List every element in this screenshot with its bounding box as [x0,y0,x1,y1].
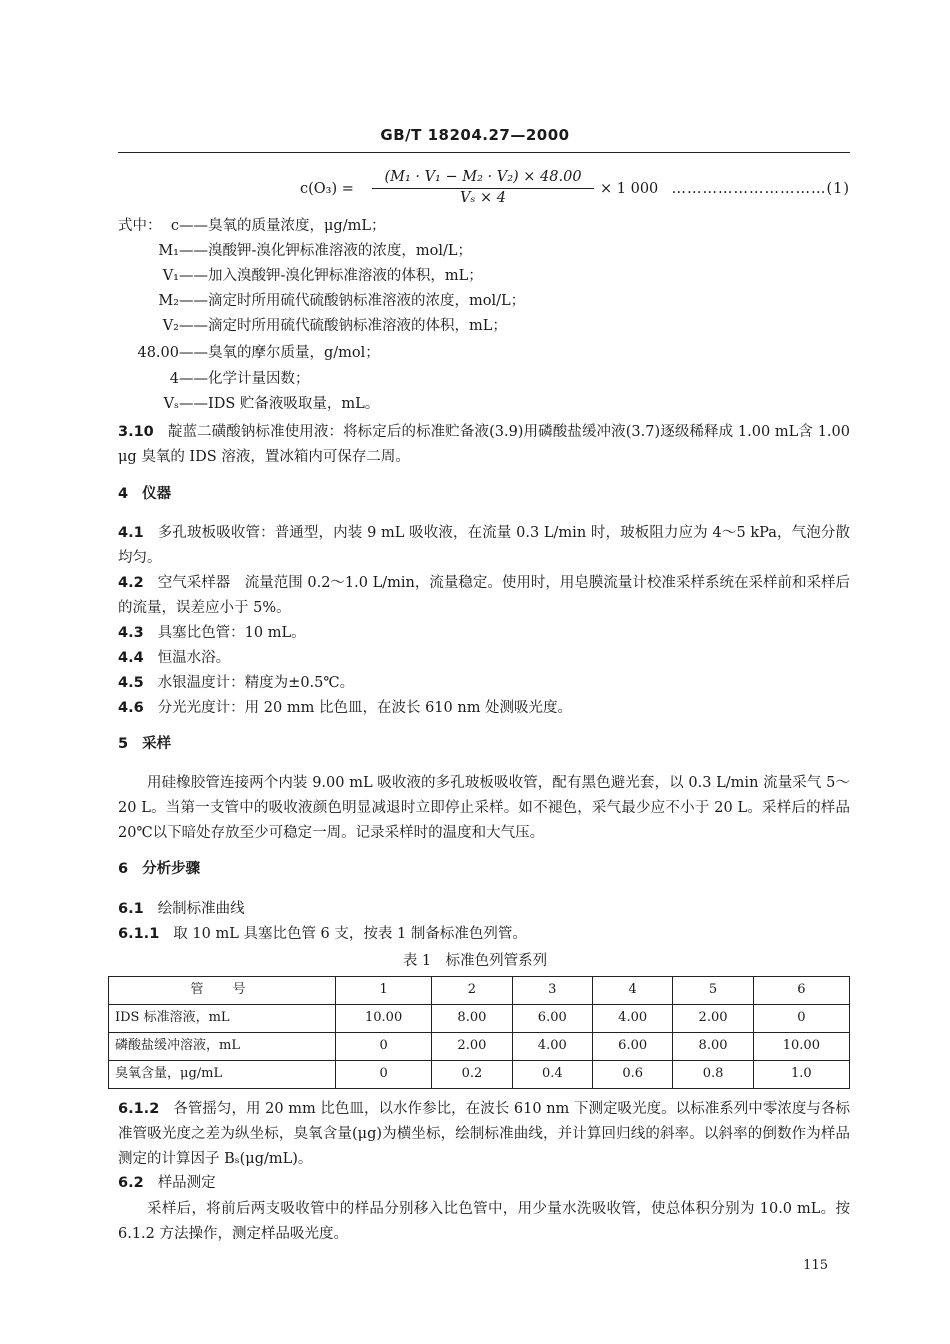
formula-multiplier: × 1 000 [600,181,659,197]
section-3-10: 3.10 靛蓝二磺酸钠标准使用液：将标定后的标准贮备液(3.9)用磷酸盐缓冲液(3.7)逐级稀释成 1.00 mL含 1.00 μg 臭氧的 IDS 溶液，置冰箱内可保存二周。 [118,424,850,465]
table-cell: 1.0 [753,1061,849,1089]
section-6-2: 6.2 样品测定 [118,1175,216,1191]
table-cell: 6.00 [592,1033,672,1061]
table-row [109,1033,850,1061]
formula-numerator: (M₁ · V₁ − M₂ · V₂) × 48.00 [372,168,594,189]
formula-equation-number: …………………………(1) [671,181,850,197]
variable-v1: V₁——加入溴酸钾-溴化钾标准溶液的体积，mL； [162,268,483,284]
section-5-heading: 5 采样 [118,736,172,752]
formula-denominator: Vₛ × 4 [460,189,506,206]
section-4-4: 4.4 恒温水浴。 [118,650,231,666]
section-4-2: 4.2 空气采样器 流量范围 0.2～1.0 L/min，流量稳定。使用时，用皂膜流量计校准采样系统在采样前和采样后的流量，误差应小于 5%。 [118,575,850,616]
table-cell: 0.6 [592,1061,672,1089]
table-cell: 0 [753,1005,849,1033]
section-5-text: 用硅橡胶管连接两个内装 9.00 mL 吸收液的多孔玻板吸收管，配有黑色避光套，以 0.3 L/min 流量采气 5～20 L。当第一支管中的吸收液颜色明显减退时立即停止采样。如不褪色，采气最少应不小于 20 L。采样后的样品 20℃以下暗处存放至少可稳定一周。记录采样时的温度和大气压。 [118,775,850,841]
variable-molar-mass: 48.00——臭氧的摩尔质量，g/mol； [137,345,380,361]
table-cell: 4.00 [512,1033,592,1061]
section-6-1-2: 6.1.2 各管摇匀，用 20 mm 比色皿，以水作参比，在波长 610 nm 下测定吸光度。以标准系列中零浓度与各标准管吸光度之差为纵坐标，臭氧含量(μg)为横坐标，绘制标准曲线，并计算回归线的斜率。以斜率的倒数作为样品测定的计算因子 Bₛ(μg/mL)。 [118,1101,850,1167]
document-header: GB/T 18204.27—2000 [380,126,570,144]
table-header-row [109,977,850,1005]
table-1 [108,976,850,1089]
table-header-cell: 4 [592,977,672,1005]
table-row [109,1061,850,1089]
formula-1 [300,168,850,208]
table-row [109,1005,850,1033]
formula-fraction [372,168,594,208]
table-header-cell: 1 [336,977,432,1005]
table-cell: 8.00 [673,1033,753,1061]
table-cell: 6.00 [512,1005,592,1033]
table-cell: 臭氧含量，μg/mL [109,1061,336,1089]
variable-v2: V₂——滴定时所用硫代硫酸钠标准溶液的体积，mL； [162,318,507,334]
variable-stoich-factor: 4——化学计量因数； [169,371,310,387]
section-4-5: 4.5 水银温度计：精度为±0.5℃。 [118,675,355,691]
section-6-1-1: 6.1.1 取 10 mL 具塞比色管 6 支，按表 1 制备标准色列管。 [118,926,527,942]
table-cell: 10.00 [336,1005,432,1033]
table-header-cell: 2 [432,977,512,1005]
page-number: 115 [803,1258,828,1273]
header-rule [118,152,850,153]
table-cell: 磷酸盐缓冲溶液，mL [109,1033,336,1061]
table-cell: 10.00 [753,1033,849,1061]
table-header-cell: 管 号 [109,977,336,1005]
table-cell: 4.00 [592,1005,672,1033]
table-cell: 0 [336,1061,432,1089]
section-4-heading: 4 仪器 [118,486,172,502]
section-6-1: 6.1 绘制标准曲线 [118,901,245,917]
formula-lhs: c(O₃) = [300,181,354,197]
table-header-cell: 5 [673,977,753,1005]
table-header-cell: 6 [753,977,849,1005]
variable-c: c——臭氧的质量浓度，μg/mL； [170,218,386,234]
variable-m2: M₂——滴定时所用硫代硫酸钠标准溶液的浓度，mol/L； [158,293,526,309]
table-cell: 8.00 [432,1005,512,1033]
section-4-3: 4.3 具塞比色管：10 mL。 [118,625,306,641]
table-cell: 2.00 [432,1033,512,1061]
table-cell: 0.2 [432,1061,512,1089]
section-4-6: 4.6 分光光度计：用 20 mm 比色皿，在波长 610 nm 处测吸光度。 [118,700,573,716]
table-header-cell: 3 [512,977,592,1005]
table-cell: 0.8 [673,1061,753,1089]
section-6-2-text: 采样后，将前后两支吸收管中的样品分别移入比色管中，用少量水洗吸收管，使总体积分别为 10.0 mL。按 6.1.2 方法操作，测定样品吸光度。 [118,1201,850,1242]
variable-vs: Vₛ——IDS 贮备液吸取量，mL。 [163,396,380,412]
section-6-heading: 6 分析步骤 [118,861,201,877]
table-1-caption: 表 1 标准色列管系列 [402,953,548,969]
table-cell: 0 [336,1033,432,1061]
table-cell: 0.4 [512,1061,592,1089]
table-cell: 2.00 [673,1005,753,1033]
section-4-1: 4.1 多孔玻板吸收管：普通型，内装 9 mL 吸收液，在流量 0.3 L/min 时，玻板阻力应为 4～5 kPa，气泡分散均匀。 [118,525,850,566]
variable-m1: M₁——溴酸钾-溴化钾标准溶液的浓度，mol/L； [158,243,473,259]
where-label: 式中： [118,218,162,234]
table-cell: IDS 标准溶液，mL [109,1005,336,1033]
